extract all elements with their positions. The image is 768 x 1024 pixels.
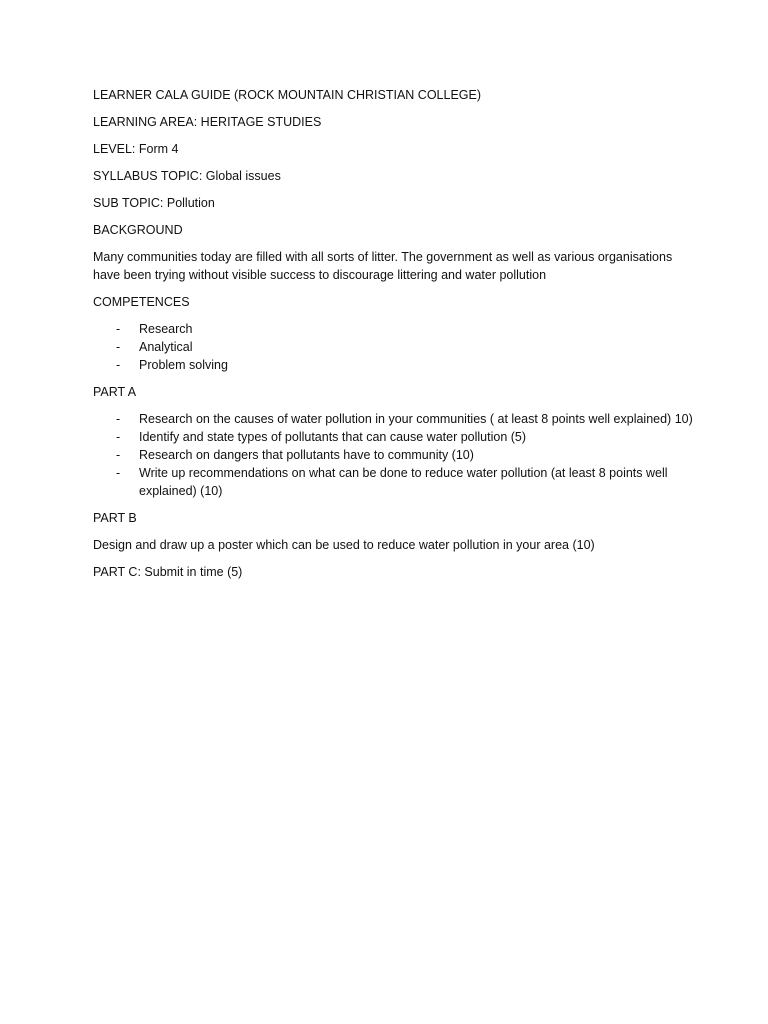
competences-list xyxy=(93,320,693,374)
part-a-heading: PART A xyxy=(93,385,137,399)
list-item xyxy=(93,428,693,446)
dash-bullet: - xyxy=(116,466,121,480)
dash-bullet: - xyxy=(116,412,121,426)
competence-problem-solving: Problem solving xyxy=(139,358,228,372)
background-heading: BACKGROUND xyxy=(93,223,183,237)
part-a-list xyxy=(93,410,693,500)
dash-bullet: - xyxy=(116,358,121,372)
list-item xyxy=(93,356,693,374)
list-item xyxy=(93,338,693,356)
list-item xyxy=(93,320,693,338)
list-item xyxy=(93,410,693,428)
part-c-text: PART C: Submit in time (5) xyxy=(93,565,243,579)
syllabus-topic: SYLLABUS TOPIC: Global issues xyxy=(93,169,281,183)
level: LEVEL: Form 4 xyxy=(93,142,179,156)
competence-research: Research xyxy=(139,322,193,336)
dash-bullet: - xyxy=(116,430,121,444)
list-item xyxy=(93,464,693,500)
competence-analytical: Analytical xyxy=(139,340,193,354)
part-a-task-recommendations: Write up recommendations on what can be done to reduce water pollution (at least 8 points well explained) (10) xyxy=(139,466,668,498)
document-title: LEARNER CALA GUIDE (ROCK MOUNTAIN CHRISTIAN COLLEGE) xyxy=(93,88,482,102)
competences-heading: COMPETENCES xyxy=(93,295,190,309)
dash-bullet: - xyxy=(116,340,121,354)
learning-area: LEARNING AREA: HERITAGE STUDIES xyxy=(93,115,322,129)
part-b-text: Design and draw up a poster which can be used to reduce water pollution in your area (10) xyxy=(93,538,595,552)
document-page xyxy=(93,86,693,590)
background-text: Many communities today are filled with all sorts of litter. The government as well as various organisations have been trying without visible success to discourage littering and water pollution xyxy=(93,250,673,282)
part-a-task-pollutants: Identify and state types of pollutants that can cause water pollution (5) xyxy=(139,430,527,444)
part-b-heading: PART B xyxy=(93,511,137,525)
dash-bullet: - xyxy=(116,448,121,462)
part-a-task-dangers: Research on dangers that pollutants have to community (10) xyxy=(139,448,474,462)
dash-bullet: - xyxy=(116,322,121,336)
sub-topic: SUB TOPIC: Pollution xyxy=(93,196,215,210)
list-item xyxy=(93,446,693,464)
part-a-task-causes: Research on the causes of water pollution in your communities ( at least 8 points well explained) 10) xyxy=(139,412,693,426)
